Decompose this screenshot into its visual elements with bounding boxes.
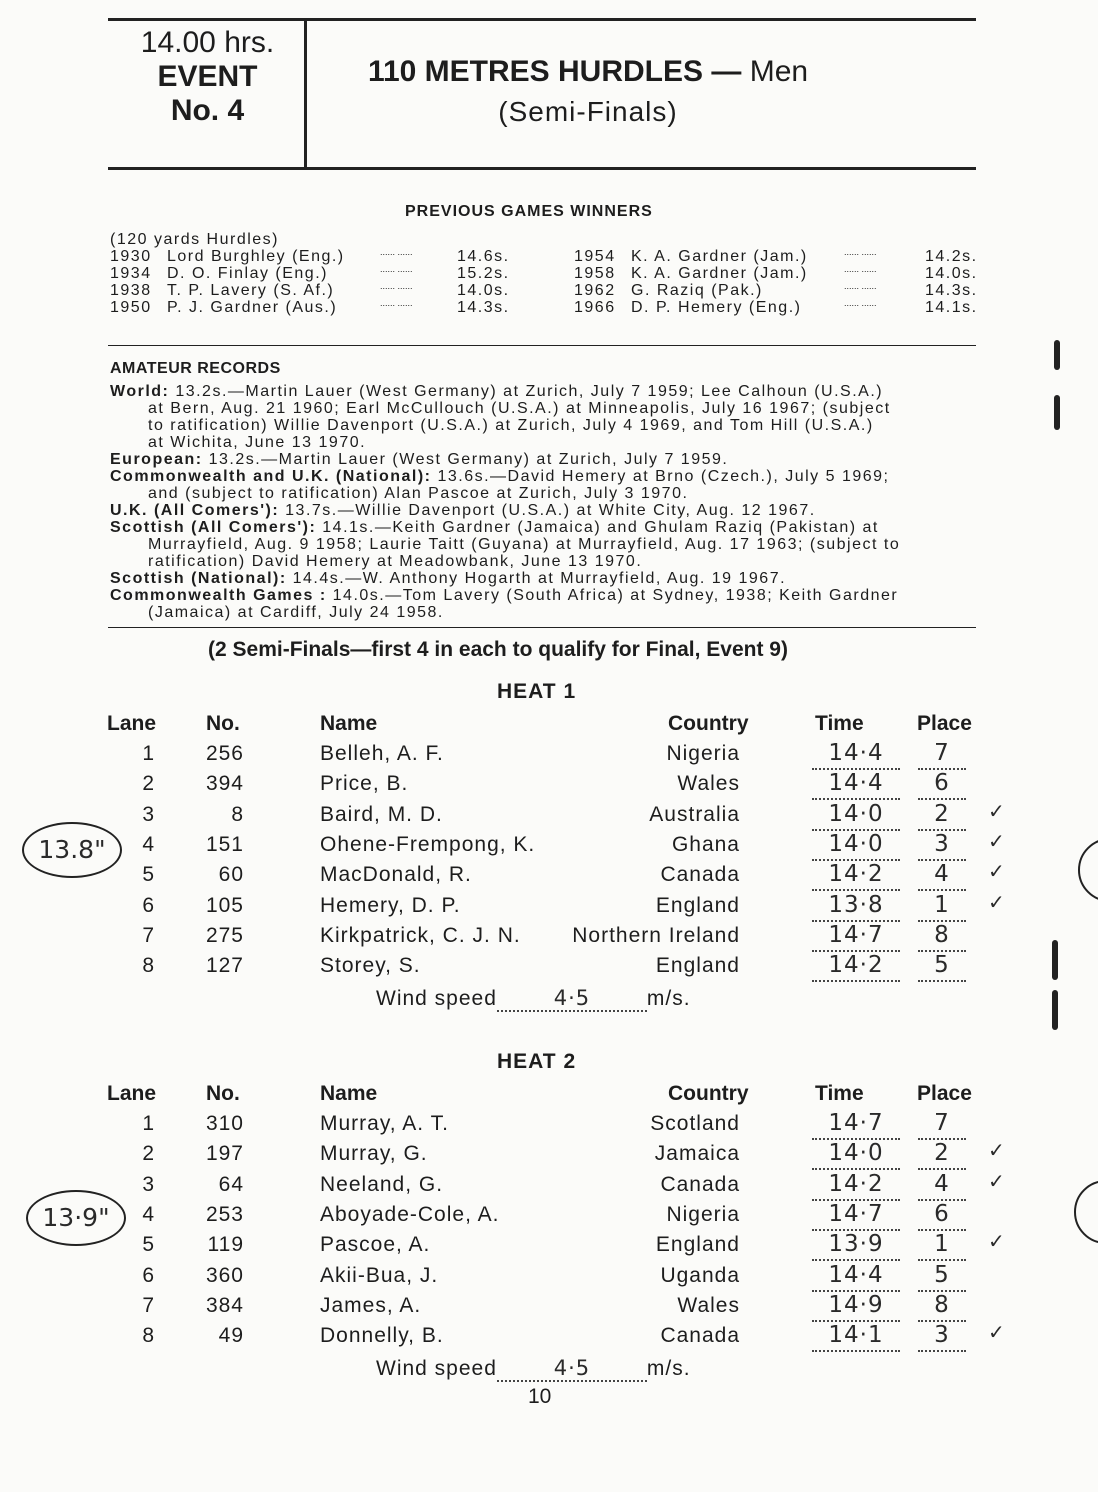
competitor-number: 384 (205, 1293, 244, 1317)
top-rule (108, 18, 976, 21)
winner-time: 14.1s. (925, 299, 978, 316)
previous-winners-note: (120 yards Hurdles) (110, 231, 279, 248)
record-label: European: (110, 451, 203, 468)
records-title: AMATEUR RECORDS (110, 360, 281, 377)
athlete-name: Murray, G. (320, 1142, 428, 1166)
handwritten-time: 14·0 (812, 1140, 900, 1170)
column-header-place: Place (917, 712, 972, 735)
event-label: EVENT (157, 60, 258, 93)
record-line: ratification) David Hemery at Meadowbank, June 13 1970. (148, 553, 643, 570)
record-line: 13.2s.—Martin Lauer (West Germany) at Zurich, July 7 1959; Lee Calhoun (U.S.A.) (175, 383, 884, 400)
country: Wales (677, 772, 740, 796)
lane-number: 3 (142, 1172, 155, 1196)
record-line: at Bern, Aug. 21 1960; Earl McCullouch (U.S.A.) at Minneapolis, July 16 1967; (subject (148, 400, 891, 417)
country: Ghana (671, 832, 740, 856)
records-rule (108, 627, 976, 628)
winner-year: 1934 (110, 265, 152, 282)
handwritten-time: 14·7 (812, 1201, 900, 1231)
winner-time: 14.6s. (457, 248, 510, 265)
column-header-country: Country (668, 1082, 749, 1105)
winner-name: K. A. Gardner (Jam.) (631, 248, 808, 265)
record-line: 14.1s.—Keith Gardner (Jamaica) and Ghulam Raziq (Pakistan) at (322, 519, 879, 536)
handwritten-time: 14·0 (812, 801, 900, 831)
winner-time: 14.0s. (457, 282, 510, 299)
athlete-name: James, A. (320, 1293, 422, 1317)
winner-time: 14.2s. (925, 248, 978, 265)
record-entry (110, 570, 980, 587)
check-mark: ✓ (988, 1168, 1006, 1193)
athlete-name: Ohene-Frempong, K. (320, 832, 536, 856)
handwritten-time: 14·9 (812, 1292, 900, 1322)
record-entry (110, 502, 980, 519)
athlete-name: Kirkpatrick, C. J. N. (320, 923, 521, 947)
handwritten-place: 3 (918, 1322, 966, 1352)
handwritten-place: 7 (918, 1110, 966, 1140)
lane-number: 6 (142, 1263, 155, 1287)
lane-number: 2 (142, 1142, 155, 1166)
wind-speed-label: Wind speed (376, 1357, 497, 1380)
winner-name: T. P. Lavery (S. Af.) (167, 282, 335, 299)
column-header-name: Name (320, 1082, 378, 1105)
table-row (0, 1200, 1098, 1233)
competitor-number: 275 (205, 923, 244, 947)
wind-speed (376, 1356, 691, 1382)
table-row (0, 859, 1098, 893)
binding-mark (1052, 990, 1058, 1030)
athlete-name: MacDonald, R. (320, 863, 472, 887)
country: Nigeria (666, 742, 740, 765)
record-entry (110, 451, 980, 468)
lane-number: 7 (142, 1293, 155, 1317)
check-mark: ✓ (988, 798, 1006, 823)
lane-number: 6 (142, 893, 155, 917)
handwritten-place: 6 (918, 1201, 966, 1231)
record-label: Scottish (National): (110, 570, 287, 587)
lane-number: 1 (142, 1112, 155, 1135)
lane-number: 8 (142, 1324, 155, 1348)
country: England (655, 1233, 740, 1257)
country: Scotland (650, 1112, 740, 1135)
athlete-name: Storey, S. (320, 954, 421, 978)
binding-mark (1054, 395, 1060, 430)
record-label: Scottish (All Comers'): (110, 519, 317, 536)
country: England (655, 893, 740, 917)
event-title (308, 52, 868, 92)
competitor-number: 256 (205, 742, 244, 765)
column-header-lane: Lane (107, 1082, 157, 1105)
winner-name: K. A. Gardner (Jam.) (631, 265, 808, 282)
handwritten-place: 1 (918, 892, 966, 922)
winner-time: 15.2s. (457, 265, 510, 282)
table-row (0, 1261, 1098, 1294)
lane-number: 2 (142, 772, 155, 796)
table-row (0, 772, 1098, 802)
event-time: 14.00 hrs. (140, 26, 275, 59)
competitor-number: 127 (205, 954, 244, 978)
competitor-number: 151 (205, 832, 244, 856)
table-row (0, 798, 1098, 833)
athlete-name: Akii-Bua, J. (320, 1263, 439, 1287)
handwritten-time: 14·7 (812, 1110, 900, 1140)
lane-number: 3 (142, 802, 155, 826)
handwritten-time: 14·0 (812, 831, 900, 861)
table-row (0, 1320, 1098, 1354)
winner-name: G. Raziq (Pak.) (631, 282, 763, 299)
handwritten-time: 14·2 (812, 952, 900, 982)
lane-number: 4 (142, 832, 155, 856)
winner-time: 14.3s. (925, 282, 978, 299)
table-row (0, 1168, 1098, 1203)
athlete-name: Murray, A. T. (320, 1112, 449, 1135)
record-label: Commonwealth and U.K. (National): (110, 468, 432, 485)
winner-leader-dots: ...... ...... (844, 247, 877, 257)
country: Australia (649, 802, 740, 826)
winners-rule (108, 345, 976, 346)
winner-leader-dots: ...... ...... (380, 298, 413, 308)
column-header-time: Time (815, 712, 864, 735)
handwritten-place: 7 (918, 740, 966, 770)
header-bottom-rule (108, 167, 976, 170)
table-row (0, 1138, 1098, 1172)
winner-leader-dots: ...... ...... (844, 281, 877, 291)
record-line: 13.6s.—David Hemery at Brno (Czech.), July 5 1969; (437, 468, 890, 485)
check-mark: ✓ (988, 1320, 1006, 1345)
athlete-name: Donnelly, B. (320, 1324, 444, 1348)
competitor-number: 119 (207, 1233, 244, 1257)
check-mark: ✓ (988, 1138, 1006, 1163)
handwritten-place: 8 (918, 1292, 966, 1322)
wind-speed-unit: m/s. (646, 1357, 691, 1380)
event-title-gender: Men (749, 55, 809, 88)
record-line: to ratification) Willie Davenport (U.S.A.) at Zurich, July 4 1969, and Tom Hill (U.S.A.) (148, 417, 874, 434)
handwritten-time: 14·2 (812, 1171, 900, 1201)
handwritten-place: 8 (918, 922, 966, 952)
handwritten-place: 5 (918, 1262, 966, 1292)
record-line: and (subject to ratification) Alan Pascoe at Zurich, July 3 1970. (148, 485, 689, 502)
winner-year: 1958 (574, 265, 616, 282)
column-header-no: No. (206, 1082, 240, 1105)
winner-name: P. J. Gardner (Aus.) (167, 299, 338, 316)
event-title-main: 110 METRES HURDLES — (367, 55, 742, 88)
record-entry (110, 383, 980, 451)
handwritten-time: 14·2 (812, 861, 900, 891)
record-line: 13.2s.—Martin Lauer (West Germany) at Zurich, July 7 1959. (208, 451, 729, 468)
handwritten-place: 2 (918, 801, 966, 831)
competitor-number: 253 (205, 1202, 244, 1226)
record-line: 14.0s.—Tom Lavery (South Africa) at Sydney, 1938; Keith Gardner (332, 587, 899, 604)
lane-number: 1 (142, 742, 155, 765)
column-header-no: No. (206, 712, 240, 735)
heat-title: HEAT 1 (497, 680, 577, 703)
binding-mark (1054, 340, 1060, 370)
record-entry (110, 468, 980, 502)
country: Nigeria (666, 1202, 740, 1226)
winner-year: 1954 (574, 248, 616, 265)
country: Wales (677, 1293, 740, 1317)
winner-year: 1930 (110, 248, 152, 265)
country: Canada (660, 1324, 740, 1348)
competitor-number: 310 (205, 1112, 244, 1135)
handwritten-time: 14·4 (812, 770, 900, 800)
winner-year: 1938 (110, 282, 152, 299)
table-row (0, 828, 1098, 863)
winner-name: D. P. Hemery (Eng.) (631, 299, 802, 316)
lane-number: 8 (142, 954, 155, 978)
wind-speed (376, 986, 691, 1012)
competitor-number: 60 (218, 863, 244, 887)
country: Canada (660, 1172, 740, 1196)
column-header-name: Name (320, 712, 378, 735)
handwritten-place: 1 (918, 1231, 966, 1261)
country: Canada (660, 863, 740, 887)
binding-mark (1052, 940, 1058, 980)
event-box (110, 26, 305, 128)
wind-speed-unit: m/s. (646, 987, 691, 1010)
country: England (655, 954, 740, 978)
handwritten-place: 6 (918, 770, 966, 800)
handwritten-place: 3 (918, 831, 966, 861)
winner-year: 1966 (574, 299, 616, 316)
circled-time-annotation: 13.8" (22, 822, 122, 878)
previous-winners-title: PREVIOUS GAMES WINNERS (405, 203, 653, 220)
handwritten-time: 13·8 (812, 892, 900, 922)
athlete-name: Price, B. (320, 772, 409, 796)
country: Uganda (660, 1263, 740, 1287)
athlete-name: Baird, M. D. (320, 802, 443, 826)
circled-time-annotation: 13·9" (26, 1190, 126, 1246)
handwritten-time: 14·4 (812, 740, 900, 770)
event-number: No. 4 (170, 94, 245, 127)
record-line: Murrayfield, Aug. 9 1958; Laurie Taitt (Guyana) at Murrayfield, Aug. 17 1963; (subject to (148, 536, 901, 553)
winner-leader-dots: ...... ...... (380, 281, 413, 291)
handwritten-place: 5 (918, 952, 966, 982)
winner-year: 1962 (574, 282, 616, 299)
winner-time: 14.0s. (925, 265, 978, 282)
winner-name: D. O. Finlay (Eng.) (167, 265, 328, 282)
winner-time: 14.3s. (457, 299, 510, 316)
lane-number: 7 (142, 923, 155, 947)
column-header-country: Country (668, 712, 749, 735)
competitor-number: 49 (218, 1324, 244, 1348)
competitor-number: 197 (205, 1142, 244, 1166)
competitor-number: 394 (205, 772, 244, 796)
competitor-number: 64 (218, 1172, 244, 1196)
country: Northern Ireland (572, 923, 740, 947)
record-line: (Jamaica) at Cardiff, July 24 1958. (148, 604, 444, 621)
winner-leader-dots: ...... ...... (380, 264, 413, 274)
competitor-number: 105 (205, 893, 244, 917)
winner-name: Lord Burghley (Eng.) (167, 248, 345, 265)
competitor-number: 360 (205, 1263, 244, 1287)
wind-speed-value: 4·5 (497, 986, 647, 1012)
record-entry (110, 587, 980, 621)
table-row (0, 1112, 1098, 1142)
winner-leader-dots: ...... ...... (380, 247, 413, 257)
winner-year: 1950 (110, 299, 152, 316)
column-header-time: Time (815, 1082, 864, 1105)
records-list (110, 383, 980, 621)
handwritten-time: 14·1 (812, 1322, 900, 1352)
record-entry (110, 519, 980, 570)
wind-speed-value: 4·5 (497, 1356, 647, 1382)
check-mark: ✓ (988, 828, 1006, 853)
record-label: World: (110, 383, 170, 400)
heat-title: HEAT 2 (497, 1050, 577, 1073)
competitor-number: 8 (231, 802, 244, 826)
column-header-lane: Lane (107, 712, 157, 735)
athlete-name: Pascoe, A. (320, 1233, 431, 1257)
table-row (0, 889, 1098, 924)
lane-number: 5 (142, 1233, 155, 1257)
check-mark: ✓ (988, 1229, 1006, 1254)
athlete-name: Neeland, G. (320, 1172, 444, 1196)
record-label: Commonwealth Games : (110, 587, 327, 604)
event-subtitle: (Semi-Finals) (498, 96, 678, 127)
winner-leader-dots: ...... ...... (844, 264, 877, 274)
handwritten-time: 14·4 (812, 1262, 900, 1292)
check-mark: ✓ (988, 889, 1006, 914)
handwritten-place: 4 (918, 1171, 966, 1201)
event-title-box (308, 52, 868, 132)
handwritten-place: 4 (918, 861, 966, 891)
table-row (0, 921, 1098, 954)
qualify-note: (2 Semi-Finals—first 4 in each to qualify for Final, Event 9) (208, 638, 788, 661)
record-label: U.K. (All Comers'): (110, 502, 280, 519)
check-mark: ✓ (988, 859, 1006, 884)
handwritten-time: 13·9 (812, 1231, 900, 1261)
wind-speed-label: Wind speed (376, 987, 497, 1010)
column-header-place: Place (917, 1082, 972, 1105)
handwritten-place: 2 (918, 1140, 966, 1170)
handwritten-time: 14·7 (812, 922, 900, 952)
record-line: 13.7s.—Willie Davenport (U.S.A.) at White City, Aug. 12 1967. (285, 502, 816, 519)
country: Jamaica (654, 1142, 740, 1166)
table-row (0, 954, 1098, 984)
page-number: 10 (528, 1385, 552, 1408)
record-line: 14.4s.—W. Anthony Hogarth at Murrayfield, Aug. 19 1967. (292, 570, 787, 587)
athlete-name: Aboyade-Cole, A. (320, 1202, 500, 1226)
winner-leader-dots: ...... ...... (844, 298, 877, 308)
athlete-name: Hemery, D. P. (320, 893, 461, 917)
lane-number: 5 (142, 863, 155, 887)
table-row (0, 1291, 1098, 1324)
athlete-name: Belleh, A. F. (320, 742, 444, 765)
record-line: at Wichita, June 13 1970. (148, 434, 367, 451)
table-row (0, 1229, 1098, 1263)
table-row (0, 742, 1098, 772)
lane-number: 4 (142, 1202, 155, 1226)
